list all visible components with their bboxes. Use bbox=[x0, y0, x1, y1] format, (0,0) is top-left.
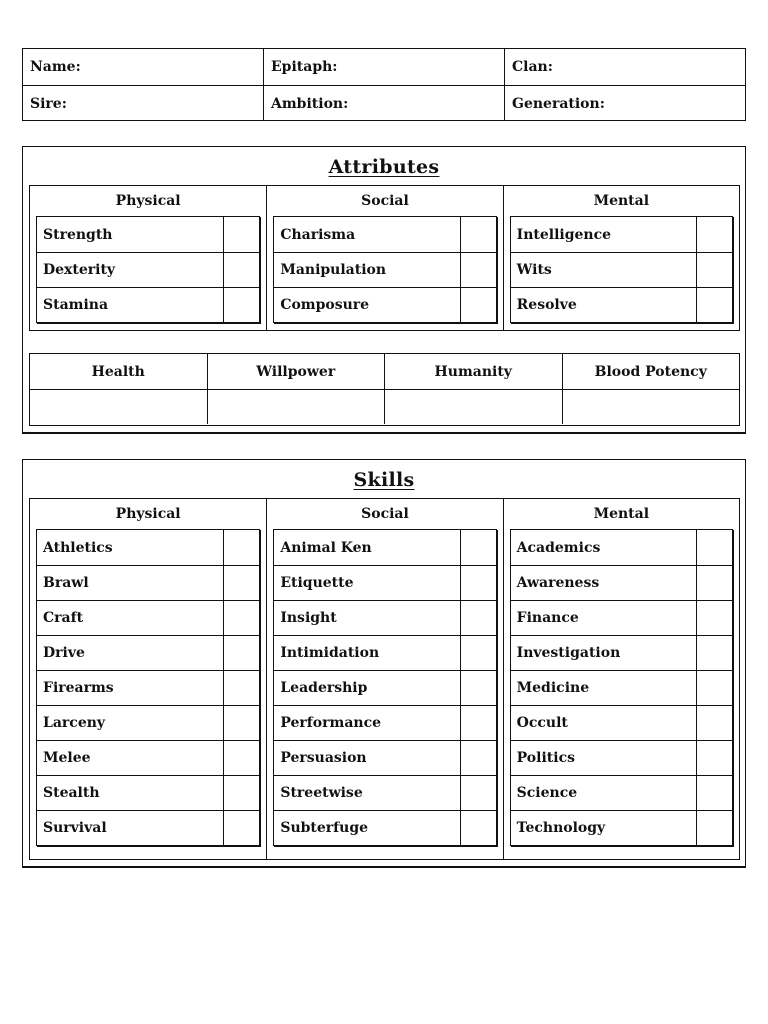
generation-field[interactable]: Generation: bbox=[504, 86, 745, 121]
attributes-section bbox=[22, 146, 746, 434]
skill-value-box[interactable] bbox=[696, 741, 732, 775]
skills-section bbox=[22, 459, 746, 868]
willpower-value[interactable] bbox=[207, 390, 385, 424]
skill-label: Occult bbox=[516, 715, 568, 731]
epitaph-field[interactable]: Epitaph: bbox=[263, 49, 504, 85]
skill-row bbox=[511, 740, 732, 775]
skill-row bbox=[274, 810, 495, 845]
skill-value-box[interactable] bbox=[696, 671, 732, 705]
skill-value-box[interactable] bbox=[460, 636, 496, 670]
tracker-labels-row bbox=[30, 354, 739, 389]
skill-label: Technology bbox=[516, 820, 606, 836]
column-heading: Social bbox=[361, 506, 409, 522]
skill-value-box[interactable] bbox=[223, 601, 259, 635]
skill-value-box[interactable] bbox=[223, 636, 259, 670]
skill-value-box[interactable] bbox=[460, 671, 496, 705]
column-heading: Mental bbox=[593, 506, 650, 522]
skill-label: Streetwise bbox=[280, 785, 363, 801]
skill-label: Academics bbox=[516, 539, 601, 556]
attribute-value-box[interactable] bbox=[223, 217, 259, 252]
skill-label: Investigation bbox=[516, 645, 621, 661]
humanity-label: Humanity bbox=[384, 354, 562, 389]
attribute-value-box[interactable] bbox=[223, 288, 259, 322]
skill-label: Animal Ken bbox=[280, 539, 372, 556]
skill-row bbox=[37, 635, 259, 670]
attribute-list bbox=[273, 216, 496, 323]
skill-list bbox=[36, 529, 260, 846]
skill-value-box[interactable] bbox=[223, 566, 259, 600]
skill-row bbox=[511, 635, 732, 670]
skill-label: Brawl bbox=[43, 575, 89, 591]
skill-label: Science bbox=[516, 785, 578, 801]
skill-column-mental bbox=[503, 499, 739, 859]
attribute-value-box[interactable] bbox=[696, 217, 732, 252]
skill-column-social bbox=[266, 499, 502, 859]
skill-value-box[interactable] bbox=[460, 706, 496, 740]
skill-label: Etiquette bbox=[280, 575, 354, 591]
sire-field[interactable]: Sire: bbox=[30, 95, 67, 112]
name-field[interactable]: Name: bbox=[30, 59, 81, 75]
skill-row bbox=[37, 565, 259, 600]
skill-label: Intimidation bbox=[280, 645, 380, 661]
skill-label: Leadership bbox=[280, 680, 368, 696]
attribute-value-box[interactable] bbox=[460, 217, 496, 252]
attribute-column-social bbox=[266, 186, 502, 330]
attribute-value-box[interactable] bbox=[460, 253, 496, 287]
clan-field[interactable]: Clan: bbox=[504, 49, 745, 85]
health-value[interactable] bbox=[30, 390, 207, 424]
skill-label: Drive bbox=[43, 645, 85, 661]
skill-row bbox=[37, 705, 259, 740]
skill-label: Politics bbox=[516, 750, 575, 766]
skill-value-box[interactable] bbox=[696, 706, 732, 740]
skill-row bbox=[274, 565, 495, 600]
skill-row bbox=[511, 705, 732, 740]
skill-row bbox=[511, 670, 732, 705]
attribute-column-physical bbox=[30, 186, 266, 330]
attribute-list bbox=[36, 216, 260, 323]
humanity-value[interactable] bbox=[384, 390, 562, 424]
skill-row bbox=[37, 600, 259, 635]
skill-label: Awareness bbox=[516, 575, 600, 591]
skill-value-box[interactable] bbox=[460, 811, 496, 845]
skill-label: Insight bbox=[280, 610, 337, 626]
skill-value-box[interactable] bbox=[460, 530, 496, 565]
skill-label: Subterfuge bbox=[280, 820, 369, 836]
blood-potency-value[interactable] bbox=[562, 390, 740, 424]
attribute-row bbox=[274, 252, 495, 287]
skills-title: Skills bbox=[353, 469, 415, 491]
skill-row bbox=[37, 810, 259, 845]
skill-row bbox=[37, 775, 259, 810]
skill-row bbox=[511, 565, 732, 600]
skill-label: Craft bbox=[43, 610, 84, 626]
attribute-row bbox=[37, 252, 259, 287]
skill-row bbox=[274, 530, 495, 565]
skill-value-box[interactable] bbox=[696, 776, 732, 810]
skill-label: Finance bbox=[516, 610, 579, 626]
skill-label: Stealth bbox=[43, 785, 100, 801]
attribute-value-box[interactable] bbox=[223, 253, 259, 287]
attributes-title: Attributes bbox=[328, 156, 440, 178]
skill-row bbox=[37, 530, 259, 565]
skill-column-physical bbox=[30, 499, 266, 859]
skill-row bbox=[274, 600, 495, 635]
skill-value-box[interactable] bbox=[696, 601, 732, 635]
attribute-row bbox=[511, 287, 732, 322]
skill-value-box[interactable] bbox=[223, 776, 259, 810]
trackers-table bbox=[29, 353, 740, 426]
column-heading: Physical bbox=[115, 193, 181, 209]
skill-row bbox=[37, 670, 259, 705]
skill-label: Larceny bbox=[43, 715, 106, 731]
skill-value-box[interactable] bbox=[223, 530, 259, 565]
skill-label: Medicine bbox=[516, 680, 590, 696]
skill-row bbox=[274, 740, 495, 775]
skill-row bbox=[511, 530, 732, 565]
skill-value-box[interactable] bbox=[460, 741, 496, 775]
attribute-label: Charisma bbox=[280, 226, 356, 243]
skill-value-box[interactable] bbox=[223, 741, 259, 775]
attributes-group bbox=[29, 185, 740, 331]
skill-value-box[interactable] bbox=[696, 811, 732, 845]
attribute-row bbox=[511, 252, 732, 287]
attribute-value-box[interactable] bbox=[460, 288, 496, 322]
skill-label: Performance bbox=[280, 715, 381, 731]
attribute-value-box[interactable] bbox=[696, 253, 732, 287]
skill-label: Athletics bbox=[43, 539, 113, 556]
attribute-column-mental bbox=[503, 186, 739, 330]
blood-potency-label: Blood Potency bbox=[562, 354, 740, 389]
attribute-label: Strength bbox=[43, 226, 113, 243]
attribute-label: Resolve bbox=[516, 297, 577, 313]
skill-row bbox=[274, 705, 495, 740]
attribute-label: Stamina bbox=[43, 297, 109, 313]
attribute-label: Dexterity bbox=[43, 262, 116, 278]
skill-value-box[interactable] bbox=[696, 566, 732, 600]
skill-row bbox=[274, 670, 495, 705]
skill-value-box[interactable] bbox=[696, 636, 732, 670]
attribute-label: Wits bbox=[516, 262, 552, 278]
skill-row bbox=[511, 775, 732, 810]
character-info-table bbox=[22, 48, 746, 121]
skill-label: Persuasion bbox=[280, 750, 367, 766]
skill-row bbox=[274, 635, 495, 670]
ambition-field[interactable]: Ambition: bbox=[263, 86, 504, 121]
attribute-row bbox=[274, 287, 495, 322]
attribute-label: Composure bbox=[280, 297, 370, 313]
column-heading: Physical bbox=[115, 506, 181, 522]
column-heading: Mental bbox=[593, 193, 650, 209]
skill-label: Survival bbox=[43, 820, 107, 836]
skills-group bbox=[29, 498, 740, 860]
skill-row bbox=[511, 600, 732, 635]
attribute-label: Intelligence bbox=[516, 226, 612, 243]
skill-row bbox=[274, 775, 495, 810]
skill-label: Firearms bbox=[43, 680, 114, 696]
column-heading: Social bbox=[361, 193, 409, 209]
skill-label: Melee bbox=[43, 750, 91, 766]
skill-list bbox=[273, 529, 496, 846]
attribute-row bbox=[37, 217, 259, 252]
willpower-label: Willpower bbox=[207, 354, 385, 389]
health-label: Health bbox=[91, 363, 145, 380]
info-row bbox=[23, 49, 745, 85]
skill-value-box[interactable] bbox=[223, 811, 259, 845]
attribute-row bbox=[37, 287, 259, 322]
attribute-row bbox=[511, 217, 732, 252]
attribute-row bbox=[274, 217, 495, 252]
skill-value-box[interactable] bbox=[460, 776, 496, 810]
skill-value-box[interactable] bbox=[696, 530, 732, 565]
attribute-value-box[interactable] bbox=[696, 288, 732, 322]
info-row bbox=[23, 85, 745, 121]
attribute-label: Manipulation bbox=[280, 262, 387, 278]
skill-value-box[interactable] bbox=[223, 706, 259, 740]
attribute-list bbox=[510, 216, 733, 323]
tracker-values-row bbox=[30, 389, 739, 424]
skill-row bbox=[511, 810, 732, 845]
skill-value-box[interactable] bbox=[223, 671, 259, 705]
skill-row bbox=[37, 740, 259, 775]
skill-value-box[interactable] bbox=[460, 601, 496, 635]
skill-value-box[interactable] bbox=[460, 566, 496, 600]
skill-list bbox=[510, 529, 733, 846]
